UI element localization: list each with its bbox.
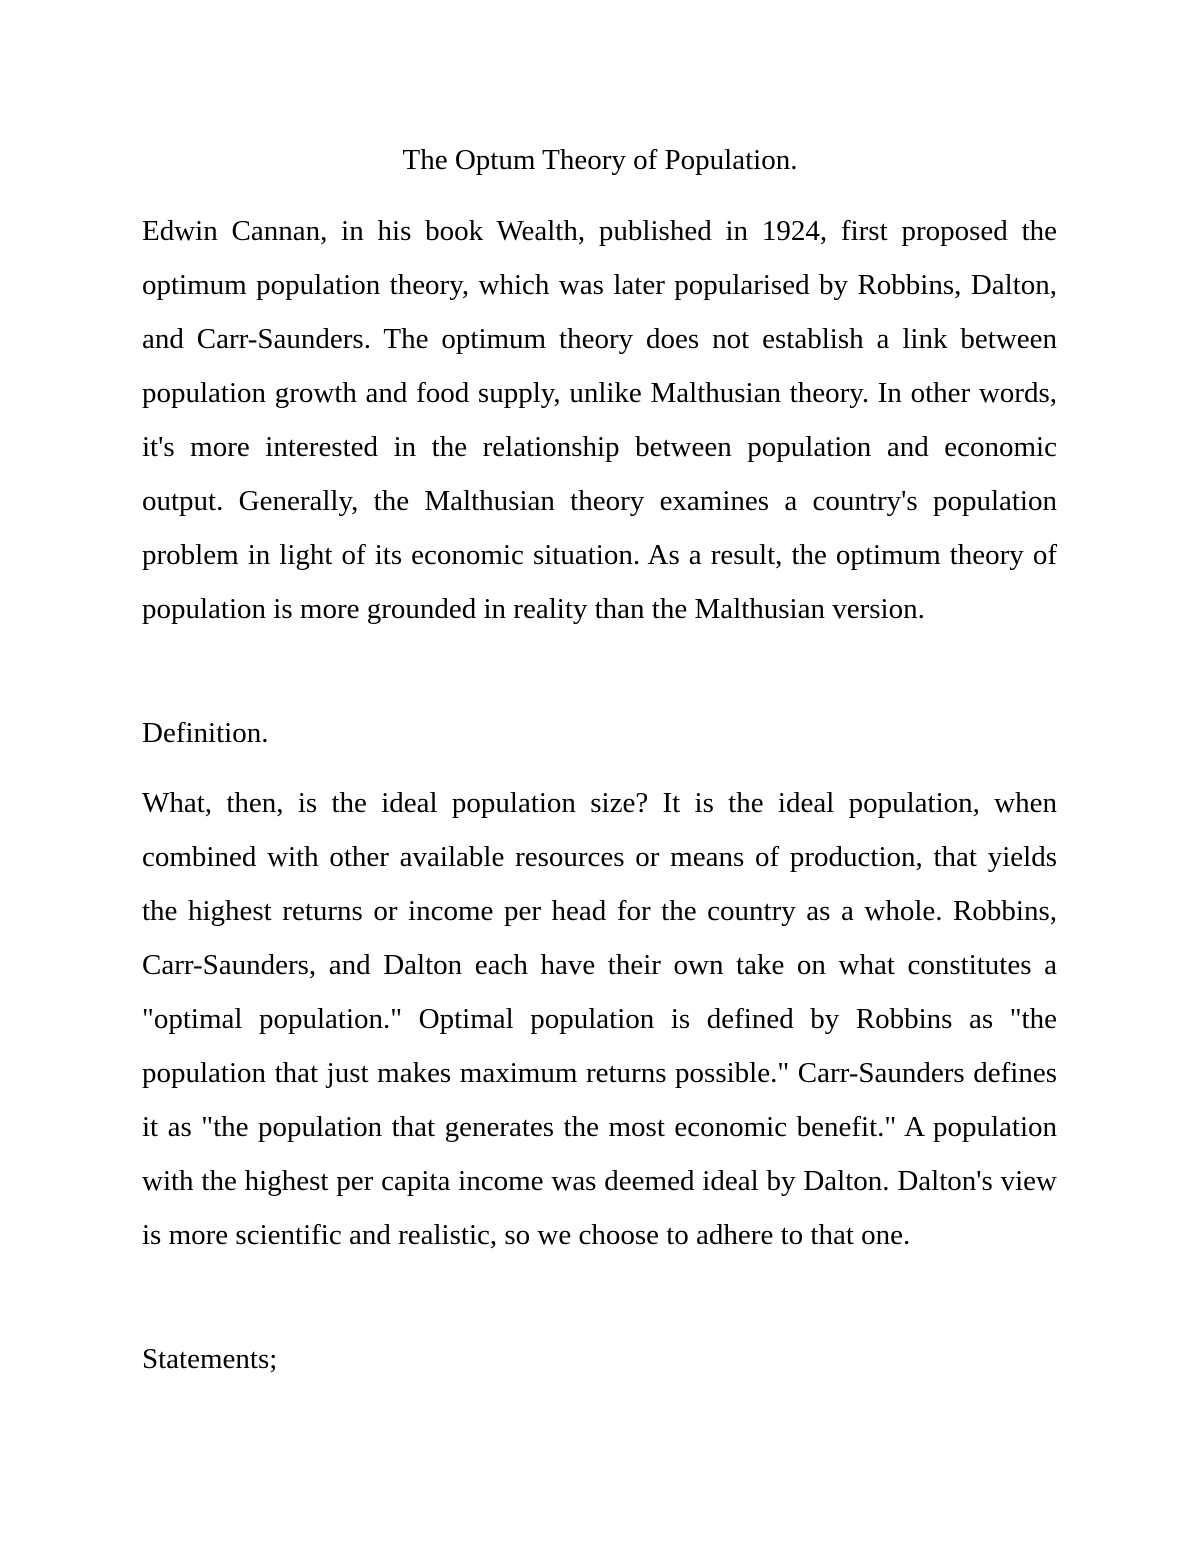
intro-paragraph: Edwin Cannan, in his book Wealth, published in 1924, first proposed the optimum population theory, which was later popularised by Robbins, Dalton, and Carr-Saunders. The optimum theory does not establish a link between population growth and food supply, unlike Malthusian theory. In other words, it's more interested in the relationship between population and economic output. Generally, the Malthusian theory examines a country's population problem in light of its economic situation. As a result, the optimum theory of population is more grounded in reality than the Malthusian version.	[142, 215, 1057, 625]
document-title: The Optum Theory of Population.	[402, 144, 798, 176]
statements-heading: Statements;	[142, 1343, 278, 1375]
definition-paragraph: What, then, is the ideal population size? It is the ideal population, when combined with other available resources or means of production, that yields the highest returns or income per head for the country as a whole. Robbins, Carr-Saunders, and Dalton each have their own take on what constitutes a "optimal population." Optimal population is defined by Robbins as "the population that just makes maximum returns possible." Carr-Saunders defines it as "the population that generates the most economic benefit." A population with the highest per capita income was deemed ideal by Dalton. Dalton's view is more scientific and realistic, so we choose to adhere to that one.	[142, 787, 1057, 1251]
definition-heading: Definition.	[142, 717, 269, 749]
